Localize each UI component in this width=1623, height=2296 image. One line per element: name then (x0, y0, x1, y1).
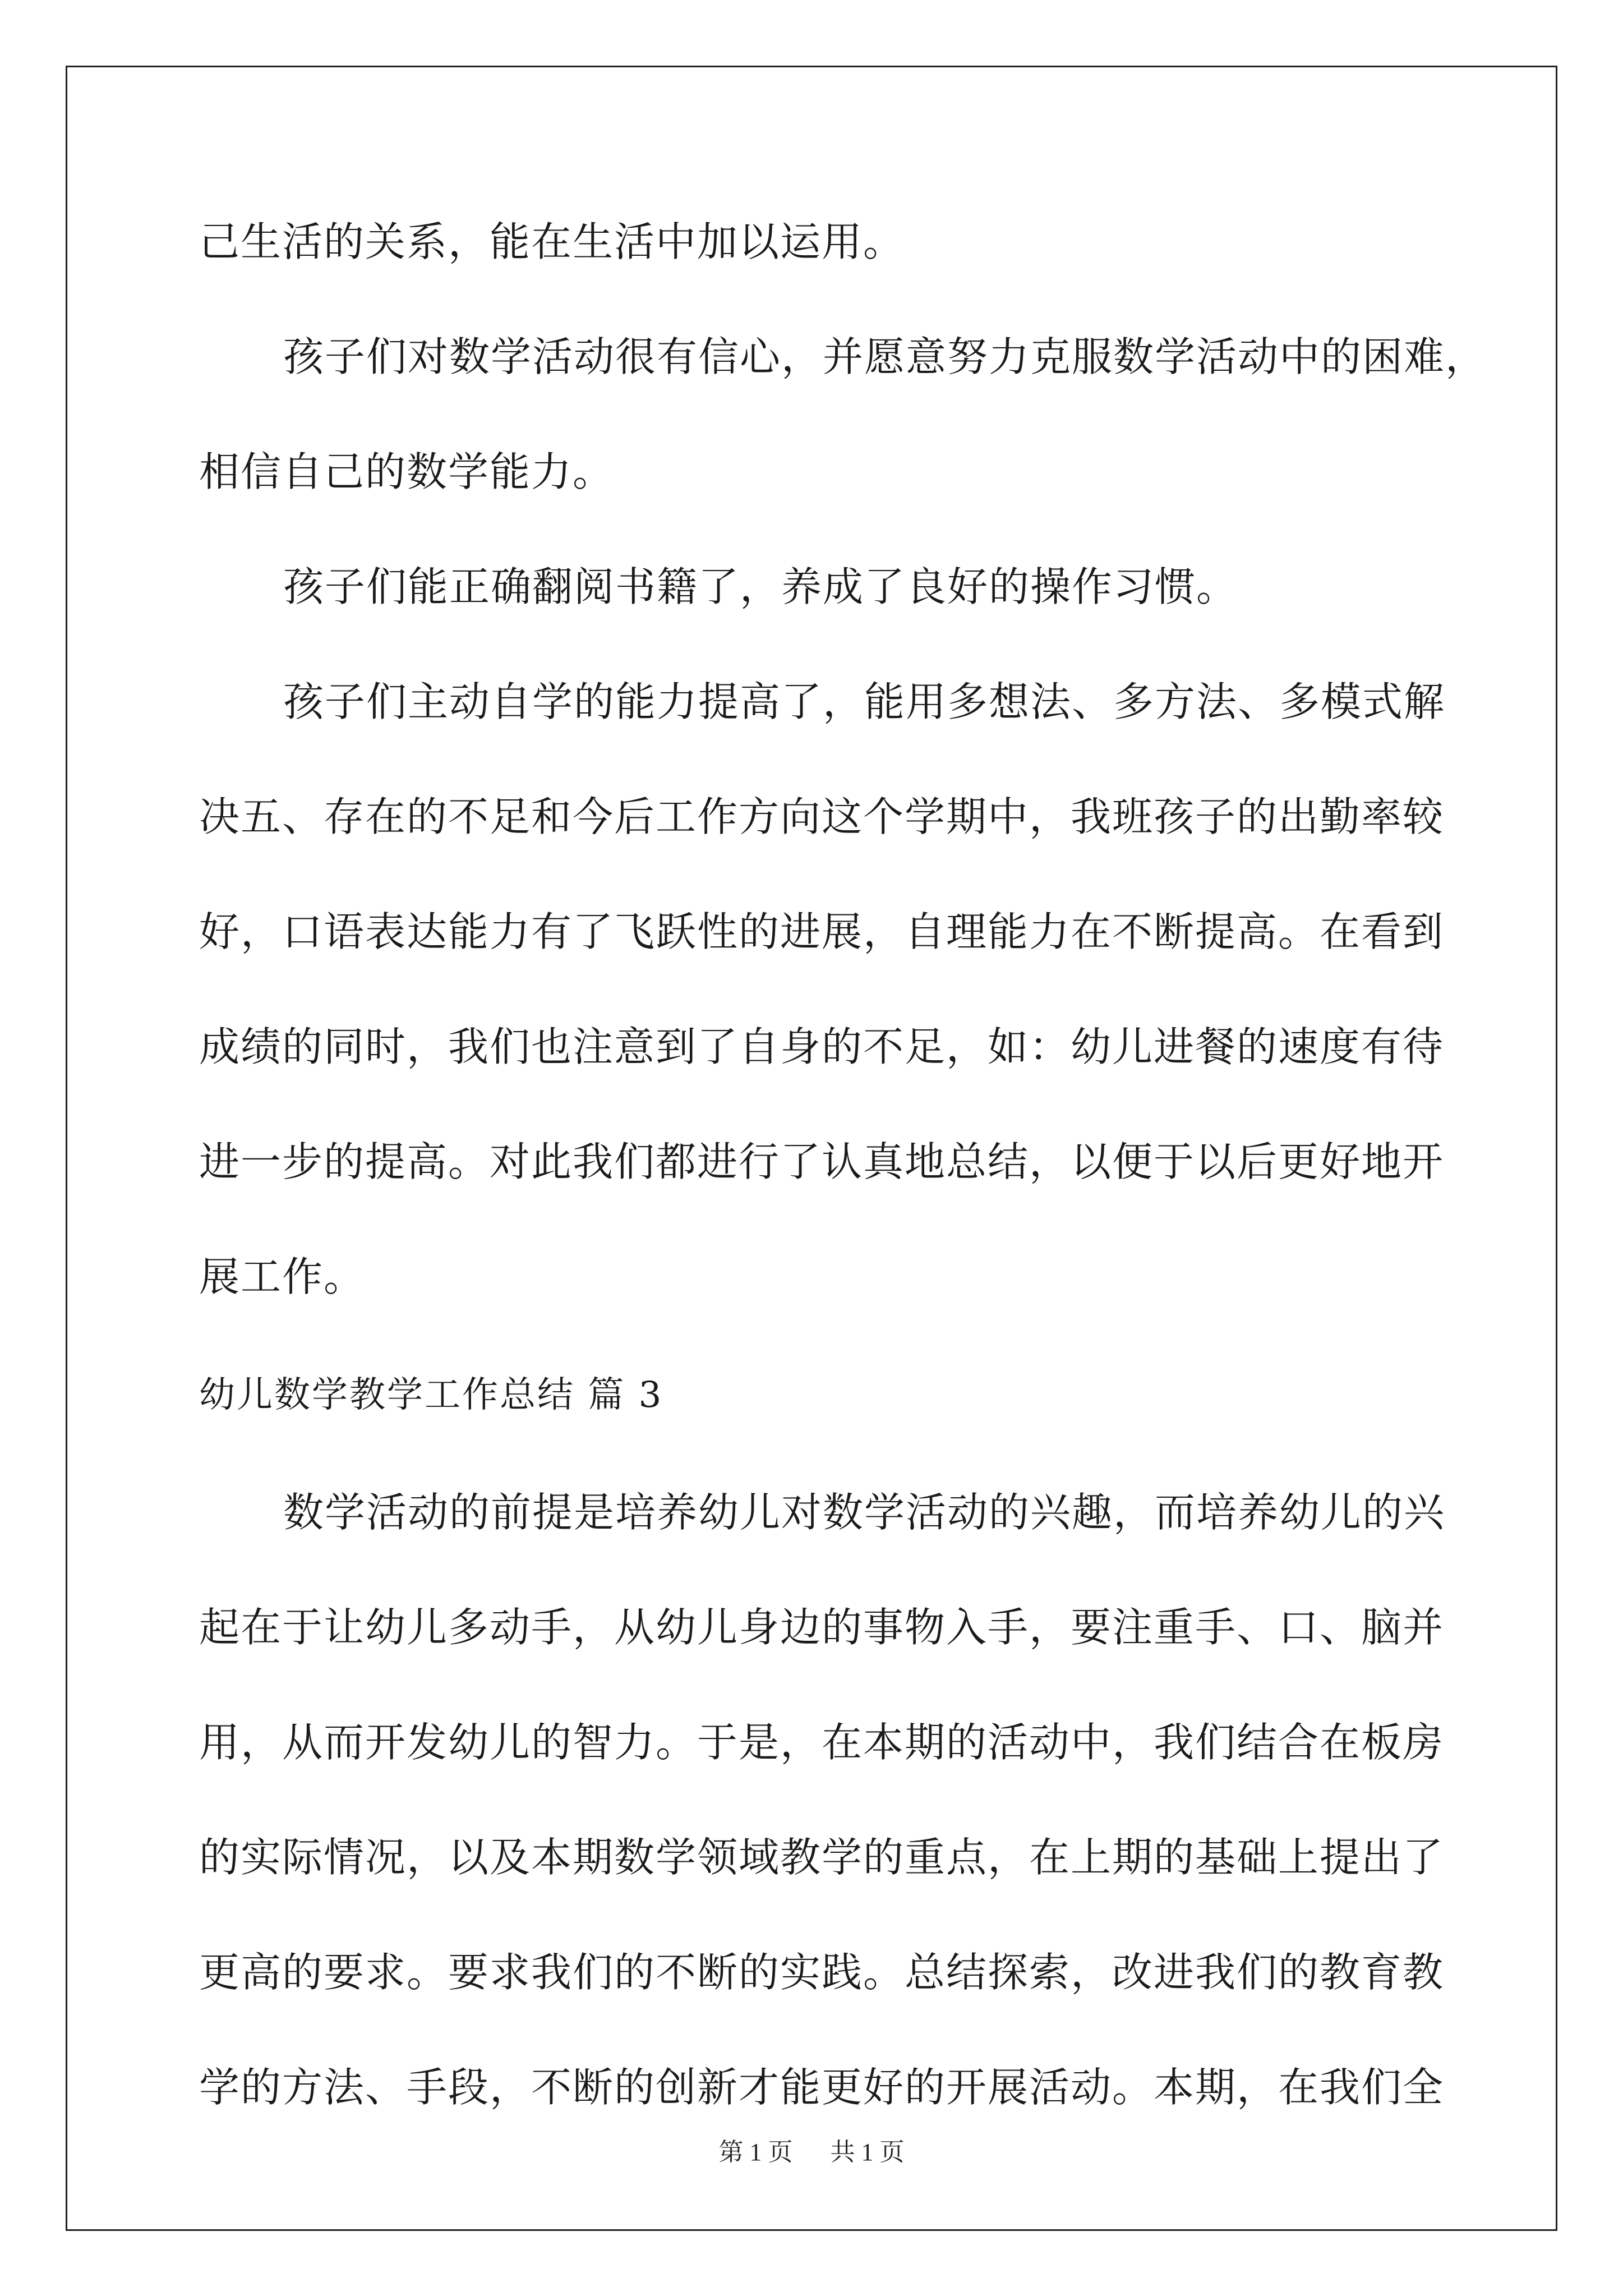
paragraph-line: 展工作。 (199, 1253, 366, 1300)
page-total: 共 1 页 (830, 2138, 905, 2166)
paragraph-line: 己生活的关系，能在生活中加以运用。 (199, 218, 905, 265)
paragraph-line: 孩子们主动自学的能力提高了，能用多想法、多方法、多模式解 (283, 678, 1446, 725)
paragraph-line: 更高的要求。要求我们的不断的实践。总结探索，改进我们的教育教 (199, 1949, 1445, 1996)
paragraph-line: 用，从而开发幼儿的智力。于是，在本期的活动中，我们结合在板房 (199, 1719, 1445, 1766)
paragraph-line: 孩子们能正确翻阅书籍了，养成了良好的操作习惯。 (283, 563, 1238, 610)
paragraph-line: 数学活动的前提是培养幼儿对数学活动的兴趣，而培养幼儿的兴 (283, 1489, 1446, 1536)
paragraph-line: 学的方法、手段，不断的创新才能更好的开展活动。本期，在我们全 (199, 2064, 1445, 2111)
paragraph-line: 决五、存在的不足和今后工作方向这个学期中，我班孩子的出勤率较 (199, 793, 1445, 840)
paragraph-line: 好，口语表达能力有了飞跃性的进展，自理能力在不断提高。在看到 (199, 908, 1445, 955)
page-number: 第 1 页 (718, 2138, 793, 2166)
paragraph-line: 相信自己的数学能力。 (199, 448, 615, 495)
paragraph-line: 起在于让幼儿多动手，从幼儿身边的事物入手，要注重手、口、脑并 (199, 1604, 1445, 1651)
section-heading: 幼儿数学教学工作总结 篇 3 (199, 1374, 663, 1416)
paragraph-line: 孩子们对数学活动很有信心，并愿意努力克服数学活动中的困难， (283, 333, 1487, 380)
paragraph-line: 进一步的提高。对此我们都进行了认真地总结，以便于以后更好地开 (199, 1138, 1445, 1185)
paragraph-line: 成绩的同时，我们也注意到了自身的不足，如：幼儿进餐的速度有待 (199, 1023, 1445, 1070)
page-footer (0, 2132, 1623, 2168)
paragraph-line: 的实际情况，以及本期数学领域教学的重点，在上期的基础上提出了 (199, 1834, 1445, 1881)
